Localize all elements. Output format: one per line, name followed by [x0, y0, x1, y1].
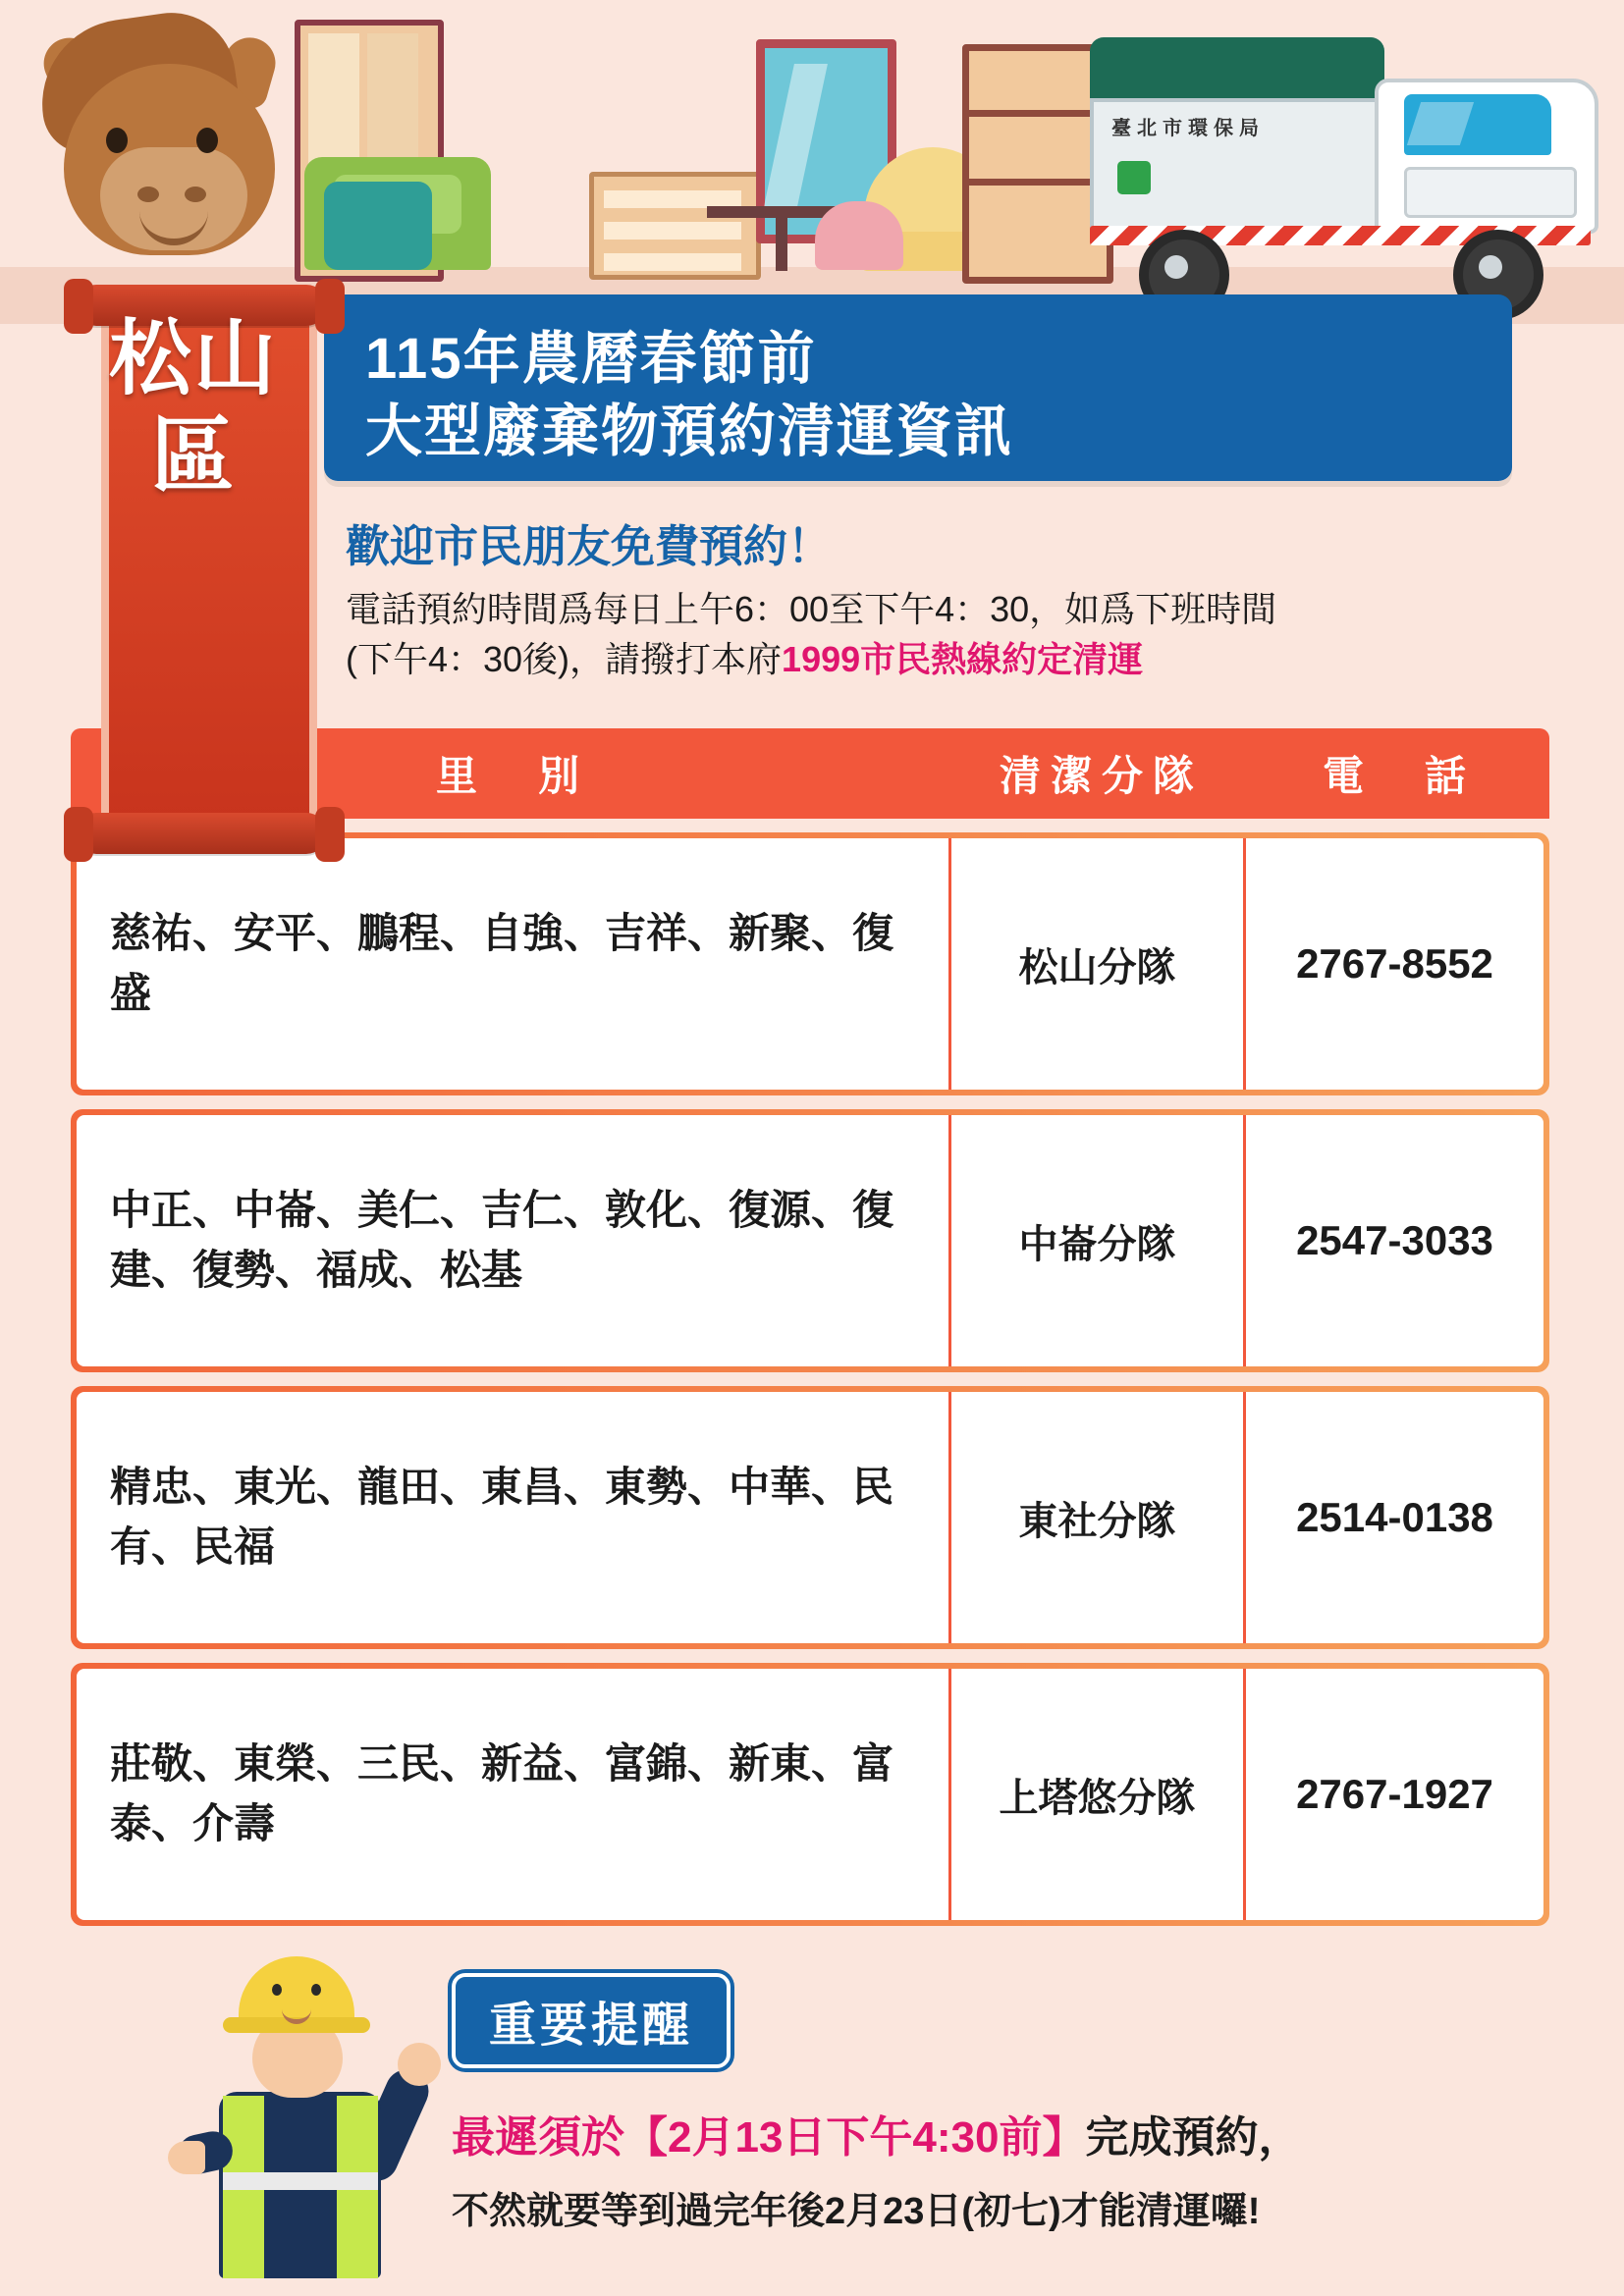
intro-heading: 歡迎市民朋友免費預約！: [346, 521, 833, 571]
cell-phone: 2767-1927: [1243, 1669, 1543, 1920]
column-header-team: 清潔分隊: [999, 753, 1204, 799]
intro-section: [346, 510, 1553, 684]
reminder-line-2: 不然就要等到過完年後2月23日(初七)才能清運囉!: [452, 2191, 1261, 2232]
column-header-village: 里 別: [435, 753, 589, 799]
collection-table: [71, 728, 1549, 1926]
reminder-section: [452, 1973, 1561, 2234]
hotline-highlight: 1999市民熱線約定清運: [782, 639, 1144, 680]
recycle-icon: [1117, 161, 1151, 194]
truck-label: 臺北市環保局: [1111, 118, 1265, 139]
table-row: [71, 1663, 1549, 1926]
cell-villages: 中正、中崙、美仁、吉仁、敦化、復源、復建、復勢、福成、松基: [110, 1187, 894, 1293]
column-header-phone: 電 話: [1322, 753, 1476, 799]
horse-mascot-icon: [29, 10, 324, 294]
intro-line-2: [346, 634, 1553, 684]
pink-stool-illustration: [815, 201, 903, 270]
intro-line-2-prefix: (下午4：30後)，請撥打本府: [346, 639, 783, 680]
title-line-2: 大型廢棄物預約清運資訊: [365, 400, 1014, 463]
title-line-1: 115年農曆春節前: [365, 327, 817, 391]
table-row: [71, 1109, 1549, 1372]
header-illustration: [0, 0, 1624, 324]
reminder-line-1: [452, 2102, 1561, 2164]
cell-team: 中崙分隊: [948, 1115, 1243, 1366]
cell-villages: 莊敬、東榮、三民、新益、富錦、新東、富泰、介壽: [110, 1740, 894, 1846]
district-scroll: [93, 285, 309, 854]
cell-team: 松山分隊: [948, 838, 1243, 1090]
title-banner: [324, 294, 1512, 481]
cell-phone: 2547-3033: [1243, 1115, 1543, 1366]
reminder-deadline-highlight: 最遲須於【2月13日下午4:30前】: [452, 2113, 1086, 2162]
garbage-truck-illustration: [1080, 37, 1600, 281]
cell-phone: 2767-8552: [1243, 838, 1543, 1090]
cell-villages: 慈祐、安平、鵬程、自強、吉祥、新聚、復盛: [110, 910, 894, 1016]
teal-armchair-illustration: [324, 182, 432, 270]
table-row: [71, 1386, 1549, 1649]
dresser-illustration: [589, 172, 761, 280]
cell-phone: 2514-0138: [1243, 1392, 1543, 1643]
reminder-badge: 重要提醒: [452, 1973, 731, 2068]
table-row: [71, 832, 1549, 1095]
cell-team: 上塔悠分隊: [948, 1669, 1243, 1920]
cell-team: 東社分隊: [948, 1392, 1243, 1643]
worker-mascot-icon: [162, 1949, 457, 2282]
intro-line-1: 電話預約時間爲每日上午6：00至下午4：30，如爲下班時間: [346, 589, 1277, 629]
district-name: 松山區: [108, 312, 278, 503]
reminder-line-1-suffix: 完成預約，: [1085, 2113, 1302, 2162]
table-leg-illustration: [776, 216, 787, 271]
cell-villages: 精忠、東光、龍田、東昌、東勢、中華、民有、民福: [110, 1464, 894, 1570]
